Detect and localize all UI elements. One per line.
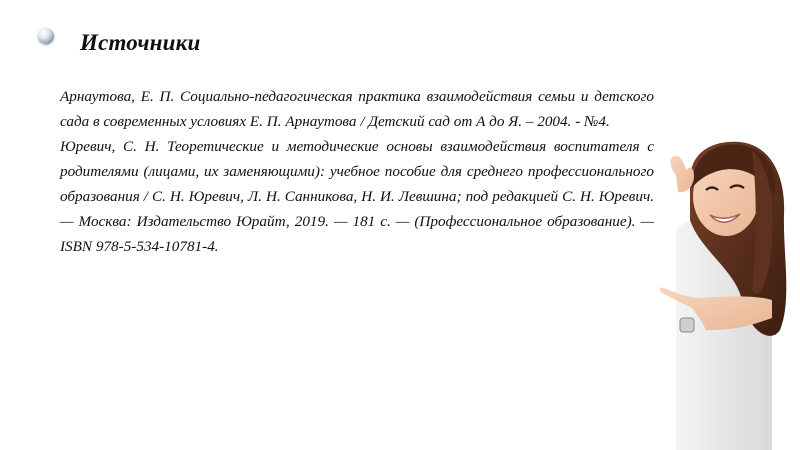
page-title: Источники — [80, 30, 201, 55]
source-text: Юревич, С. Н. Теоретические и методические основы взаимодействия воспитателя с родителями (лицами, их заменяющими): учебное пособие для среднего профессионального образования / С. Н. Юревич, Л. Н. Санникова, Н. И. Левшина; под редакцией С. Н. Юревич. — Москва: Издательство Юрайт, 2019. — 181 с. — (Профессиональное образование). — ISBN 978-5-534-10781-4. — [60, 138, 654, 255]
list-item — [30, 84, 654, 134]
sphere-bullet-icon — [38, 28, 54, 44]
sources-list — [30, 84, 654, 259]
list-item — [30, 134, 654, 259]
source-text: Арнаутова, Е. П. Социально-педагогическая практика взаимодействия семьи и детского сада в современных условиях Е. П. Арнаутова / Детский сад от А до Я. – 2004. - №4. — [60, 88, 654, 130]
